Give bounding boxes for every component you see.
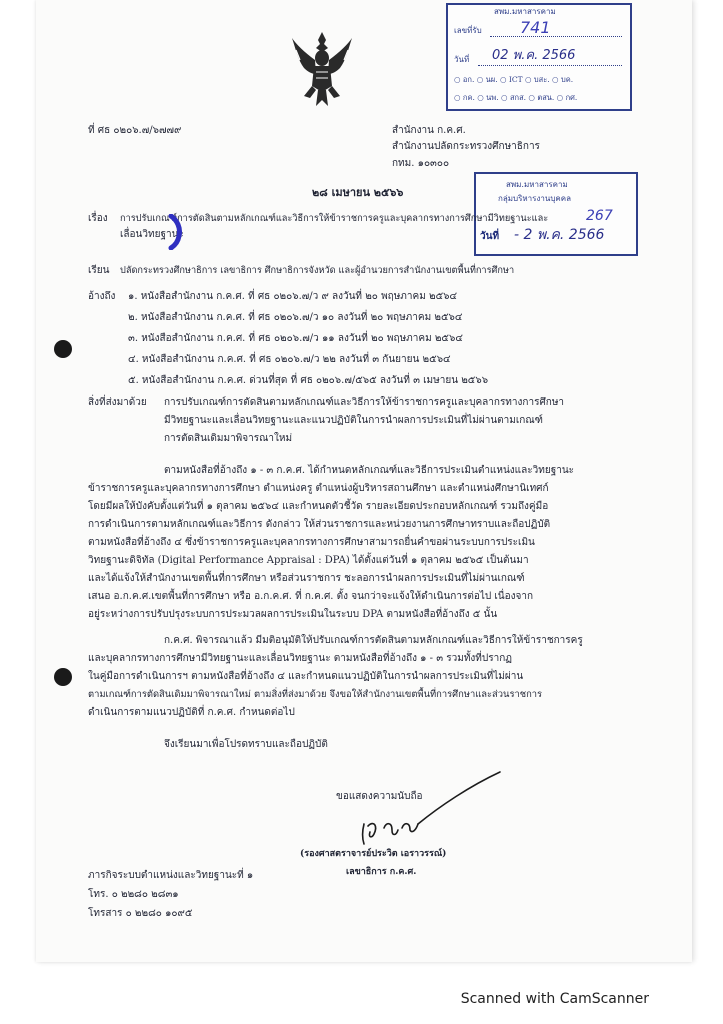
office-line-2: สำนักงานปลัดกระทรวงศึกษาธิการ: [392, 141, 540, 152]
subject-line-2: เลื่อนวิทยฐานะ: [120, 229, 184, 240]
pen-mark-icon: [168, 214, 184, 250]
stamp-recv-label: เลขที่รับ: [454, 26, 482, 35]
ref-item: ๒. หนังสือสำนักงาน ก.ค.ศ. ที่ ศธ ๐๒๐๖.๗/ว ๑๐ ลงวันที่ ๒๐ พฤษภาคม ๒๕๖๔: [128, 312, 463, 323]
body-line: ดำเนินการตามแนวปฏิบัติที่ ก.ค.ศ. กำหนดต่อไป: [88, 707, 295, 718]
body-line: การดำเนินการตามหลักเกณฑ์และวิธีการ ดังกล่าว ให้ส่วนราชการและหน่วยงานการศึกษาทราบและถือปฏิบัติ: [88, 519, 551, 530]
stamp2-office: สพม.มหาสารคาม: [506, 180, 568, 189]
body-line: เสนอ อ.ก.ค.ศ.เขตพื้นที่การศึกษา หรือ อ.ก.ค.ศ. ที่ ก.ค.ศ. ตั้ง จนกว่าจะแจ้งให้ดำเนินการต่อไป เนื่องจาก: [88, 591, 534, 602]
ref-item: ๑. หนังสือสำนักงาน ก.ค.ศ. ที่ ศธ ๐๒๐๖.๗/ว ๙ ลงวันที่ ๒๐ พฤษภาคม ๒๕๖๔: [128, 291, 458, 302]
body-line: ข้าราชการครูและบุคลากรทางการศึกษา ตำแหน่งครู ตำแหน่งผู้บริหารสถานศึกษา และตำแหน่งศึกษานิเทศก์: [88, 483, 549, 494]
stamp-dept-row2: ○ กค. ○ นพ. ○ สกส. ○ ตสน. ○ กศ.: [454, 93, 578, 102]
document-date: ๒๘ เมษายน ๒๕๖๖: [312, 186, 404, 199]
regards-text: ขอแสดงความนับถือ: [336, 791, 423, 802]
ref-label: อ้างถึง: [88, 291, 116, 302]
body-line: ในคู่มือการดำเนินการฯ ตามหนังสือที่อ้างถึง ๔ และกำหนดแนวปฏิบัติในการนำผลการประเมินที่ไม่ผ่าน: [88, 671, 524, 682]
reference-number: ที่ ศธ ๐๒๐๖.๗/๖๗๗๙: [88, 125, 182, 136]
subject-label: เรื่อง: [88, 213, 108, 224]
phone-line: โทร. ๐ ๒๒๘๐ ๒๘๓๑: [88, 889, 179, 900]
subject-line-1: การปรับเกณฑ์การตัดสินตามหลักเกณฑ์และวิธีการให้ข้าราชการครูและบุคลากรทางการศึกษามีวิทยฐานะและ: [120, 213, 549, 224]
body-line: วิทยฐานะดิจิทัล (Digital Performance Appraisal : DPA) ได้ตั้งแต่วันที่ ๑ ตุลาคม ๒๕๖๕ เป็นต้นมา: [88, 555, 529, 566]
body-line: ตามหนังสือที่อ้างถึง ๔ ซึ่งข้าราชการครูและบุคลากรทางการศึกษาสามารถยื่นคำขอผ่านระบบการประเมิน: [88, 537, 535, 548]
body-line: ตามหนังสือที่อ้างถึง ๑ - ๓ ก.ค.ศ. ได้กำหนดหลักเกณฑ์และวิธีการประเมินตำแหน่งและวิทยฐานะ: [164, 465, 575, 476]
stamp-office: สพม.มหาสารคาม: [494, 7, 556, 16]
signer-name: (รองศาสตราจารย์ประวิต เอราวรรณ์): [300, 849, 447, 859]
stamp2-sub: กลุ่มบริหารงานบุคคล: [498, 194, 572, 203]
closing-line: จึงเรียนมาเพื่อโปรดทราบและถือปฏิบัติ: [164, 739, 328, 750]
office-line-1: สำนักงาน ก.ค.ศ.: [392, 125, 466, 136]
ref-item: ๓. หนังสือสำนักงาน ก.ค.ศ. ที่ ศธ ๐๒๐๖.๗/ว ๑๑ ลงวันที่ ๒๐ พฤษภาคม ๒๕๖๔: [128, 333, 463, 344]
fax-line: โทรสาร ๐ ๒๒๘๐ ๑๐๙๕: [88, 908, 193, 919]
stamp2-recv-number: 267: [586, 208, 613, 224]
stamp-date-label: วันที่: [454, 55, 470, 64]
enclosure-line-2: มีวิทยฐานะและเลื่อนวิทยฐานะและแนวปฏิบัติในการนำผลการประเมินที่ไม่ผ่านตามเกณฑ์: [164, 415, 543, 426]
stamp-date: 02 พ.ค. 2566: [492, 48, 576, 63]
enclosure-line-1: การปรับเกณฑ์การตัดสินตามหลักเกณฑ์และวิธีการให้ข้าราชการครูและบุคลากรทางการศึกษา: [164, 397, 565, 408]
ref-item: ๕. หนังสือสำนักงาน ก.ค.ศ. ด่วนที่สุด ที่ ศธ ๐๒๐๖.๗/๕๖๕ ลงวันที่ ๓ เมษายน ๒๕๖๖: [128, 375, 489, 386]
body-line: ก.ค.ศ. พิจารณาแล้ว มีมติอนุมัติให้ปรับเกณฑ์การตัดสินตามหลักเกณฑ์และวิธีการให้ข้าราชการครู: [164, 635, 583, 646]
office-line-3: กทม. ๑๐๓๐๐: [392, 158, 450, 169]
binder-hole: [54, 340, 72, 358]
stamp2-date: - 2 พ.ค. 2566: [514, 227, 605, 243]
body-line: โดยมีผลให้บังคับตั้งแต่วันที่ ๑ ตุลาคม ๒๕๖๔ และกำหนดตัวชี้วัด รายละเอียดประกอบหลักเกณฑ์ รวมถึงคู่มือ: [88, 501, 549, 512]
enclosure-line-3: การตัดสินเดิมมาพิจารณาใหม่: [164, 433, 293, 444]
body-line: ตามเกณฑ์การตัดสินเดิมมาพิจารณาใหม่ ตามสิ่งที่ส่งมาด้วย จึงขอให้สำนักงานเขตพื้นที่การศึกษาและส่วนราชการ: [88, 689, 543, 700]
stamp2-date-label: วันที่: [480, 231, 500, 242]
to-text: ปลัดกระทรวงศึกษาธิการ เลขาธิการ ศึกษาธิการจังหวัด และผู้อำนวยการสำนักงานเขตพื้นที่การศึกษา: [120, 265, 515, 276]
to-label: เรียน: [88, 265, 110, 276]
stamp-recv-number: 741: [520, 18, 551, 37]
garuda-emblem-icon: [290, 30, 354, 110]
body-line: อยู่ระหว่างการปรับปรุงระบบการประมวลผลการประเมินในระบบ DPA ตามหนังสือที่อ้างถึง ๕ นั้น: [88, 609, 498, 620]
binder-hole: [54, 668, 72, 686]
signer-title: เลขาธิการ ก.ค.ศ.: [346, 867, 417, 877]
dept-line: ภารกิจระบบตำแหน่งและวิทยฐานะที่ ๑: [88, 870, 254, 881]
enclosure-label: สิ่งที่ส่งมาด้วย: [88, 397, 147, 408]
body-line: และบุคลากรทางการศึกษามีวิทยฐานะและเลื่อนวิทยฐานะ ตามหนังสือที่อ้างถึง ๑ - ๓ รวมทั้งที่ปรากฏ: [88, 653, 512, 664]
signature-icon: [340, 768, 510, 850]
stamp-dept-row1: ○ อก. ○ นผ. ○ ICT ○ บสะ. ○ บค.: [454, 75, 574, 84]
ref-item: ๔. หนังสือสำนักงาน ก.ค.ศ. ที่ ศธ ๐๒๐๖.๗/ว ๒๒ ลงวันที่ ๓ กันยายน ๒๕๖๔: [128, 354, 451, 365]
scanner-watermark: Scanned with CamScanner: [460, 991, 649, 1007]
receipt-stamp: [446, 3, 632, 111]
body-line: และได้แจ้งให้สำนักงานเขตพื้นที่การศึกษา หรือส่วนราชการ ชะลอการนำผลการประเมินที่ไม่ผ่านเกณฑ์: [88, 573, 525, 584]
